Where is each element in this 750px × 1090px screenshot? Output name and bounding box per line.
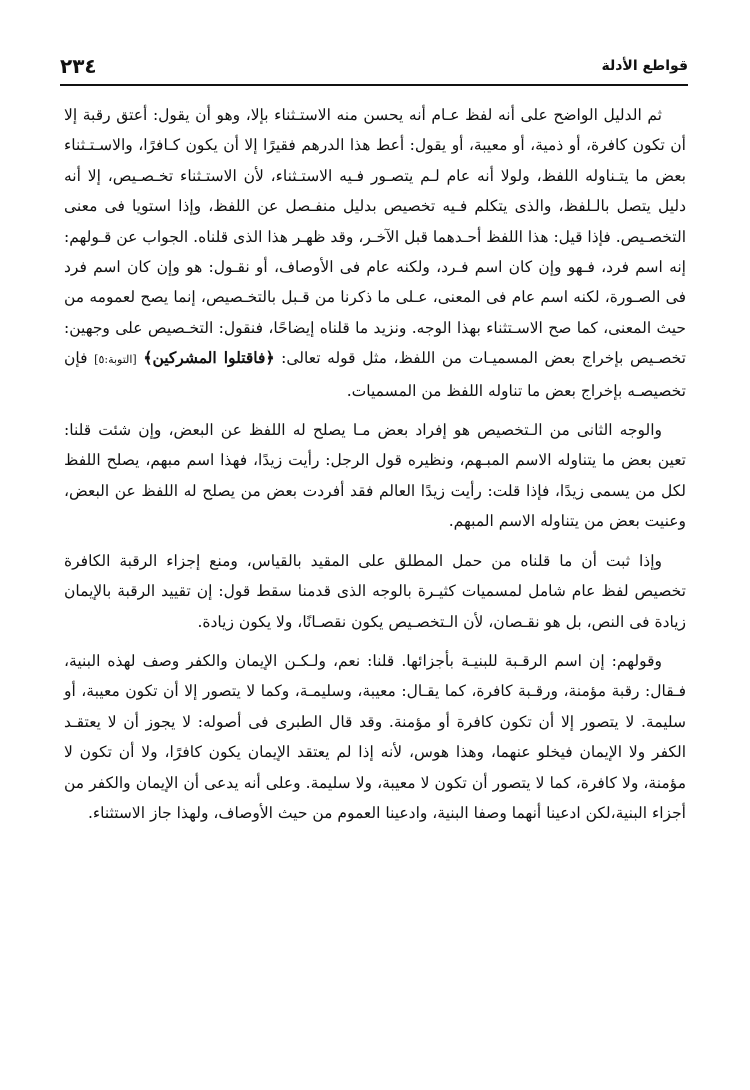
page-number: ٢٣٤ <box>60 54 97 78</box>
body-text <box>64 100 686 828</box>
verse-citation: [التوبة:٥] <box>94 353 137 367</box>
quran-bracket-close: ﴾ <box>143 348 153 368</box>
paragraph-1-text-end: فإن تخصيصـه بإخراج بعض ما تناوله اللفظ من المسميات. <box>64 349 686 400</box>
header-rule <box>60 84 688 86</box>
paragraph-1-text: ثم الدليل الواضح على أنه لفظ عـام أنه يحسن منه الاستـثناء بإلا، وهو أن يقول: أعتق رقبة إلا أن تكون كافرة، أو ذمية، أو معيبة، أو يقول: أعط هذا الدرهم فقيرًا إلا أن يكون كـافرًا، والاسـتـثناء بعض ما يتـناوله اللفظ، ولولا أنه عام لـم يتصـور فـيه الاستـثناء، لأن الاستـثناء تخـصـيص، إلا أنه دليل يتصل بالـلفظ، والذى يتكلم فـيه تخصيص بدليل منفـصل عن اللفظ، وإذا استويا فى معنى التخصـيص. فإذا قيل: هذا اللفظ أحـدهما قبل الآخـر، وقد ظهـر هذا الذى قلناه. الجواب عن قـولهم: إنه اسم فرد، فـهو وإن كان اسم فـرد، ولكنه عام فى الأوصاف، أو نقـول: هو وإن كان اسم فرد فى الصـورة، لكنه اسم عام فى المعنى، عـلى ما ذكرنا من قـبل بالتخـصيص، إنما يصح لعمومه من حيث المعنى، كما صح الاسـتثناء بهذا الوجه. ونزيد ما قلناه إيضاحًا، فنقول: التخـصيص على وجهين: تخصـيص بإخراج بعض المسميـات من اللفظ، مثل قوله تعالى: <box>64 106 686 368</box>
paragraph-1 <box>64 100 686 406</box>
paragraph-3: وإذا ثبت أن ما قلناه من حمل المطلق على المقيد بالقياس، ومنع إجزاء الرقبة الكافرة تخصيص لفظ عام شامل لمسميات كثيـرة بالوجه الذى قدمنا سقط قول: إن تقييد الرقبة بالإيمان زيادة فى النص، بل هو نقـصان، لأن الـتخصـيص يكون نقصـانًا، ولا يكون زيادة. <box>64 551 686 631</box>
quran-verse: فاقتلوا المشركين <box>152 348 266 368</box>
running-title: قواطع الأدلة <box>601 58 688 74</box>
paragraph-2: والوجه الثانى من الـتخصيص هو إفراد بعض مـا يصلح له اللفظ عن البعض، وإن شئت قلنا: تعين بعض ما يتناوله الاسم المبـهم، ونظيره قول الرجل: رأيت زيدًا، فهذا اسم مبهم، يصلح اللفظ لكل من يسمى زيدًا، فإذا قلت: رأيت زيدًا العالم فقد أفردت بعض من يصلح له اللفظ عن البعض، وعنيت بعض من يتناوله الاسم المبهم. <box>64 421 686 531</box>
page-header <box>60 52 688 84</box>
quran-bracket-open: ﴿ <box>265 348 275 368</box>
paragraph-4: وقولهم: إن اسم الرقـبة للبنيـة بأجزائها. قلنا: نعم، ولـكـن الإيمان والكفر وصف لهذه البنية، فـقال: رقبة مؤمنة، ورقـبة كافرة، كما يقـال: معيبة، وسليمـة، وكما لا يتصور إلا أن تكون معيبة، أو سليمة. لا يتصور إلا أن تكون كافرة أو مؤمنة. وقد قال الطبرى فى أصوله: لا يجوز أن لا يعتقـد الكفر ولا الإيمان فيخلو عنهما، وهذا هوس، لأنه إذا لم يعتقد الإيمان يكون كافرًا، ولا أن تكون لا مؤمنة، ولا كافرة، كما لا يتصور أن تكون لا معيبة، ولا سليمة. وعلى أنه يدعى أن الإيمان والكفر من أجزاء البنية،لكن ادعينا أنهما وصفا البنية، وادعينا العموم من حيث الأوصاف، ولهذا جاز الاستثناء. <box>64 651 686 822</box>
